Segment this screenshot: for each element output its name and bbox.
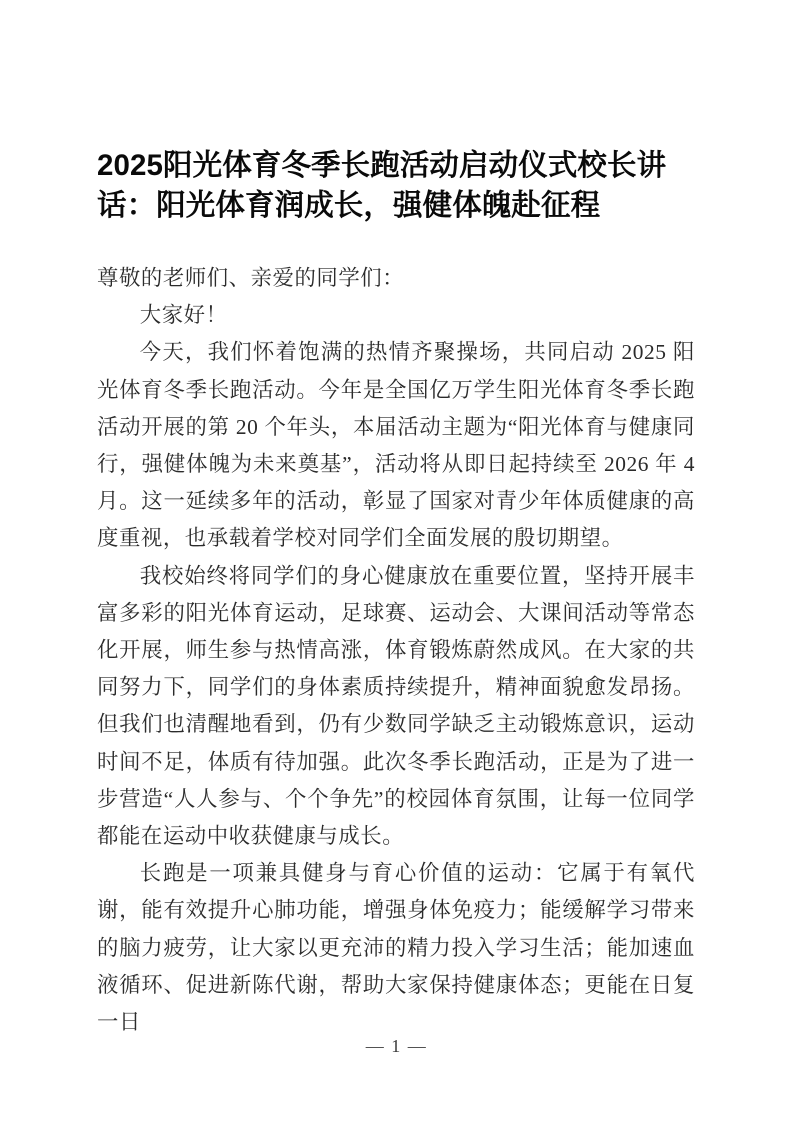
paragraph-1: 今天，我们怀着饱满的热情齐聚操场，共同启动 2025 阳光体育冬季长跑活动。今年是全国亿万学生阳光体育冬季长跑活动开展的第 20 个年头，本届活动主题为“阳光体育与健康同行，强健体魄为未来奠基”，活动将从即日起持续至 2026 年 4 月。这一延续多年的活动，彰显了国家对青少年体质健康的高度重视，也承载着学校对同学们全面发展的殷切期望。 <box>97 340 695 551</box>
document-content <box>97 0 695 1041</box>
paragraph-3: 长跑是一项兼具健身与育心价值的运动：它属于有氧代谢，能有效提升心肺功能，增强身体免疫力；能缓解学习带来的脑力疲劳，让大家以更充沛的精力投入学习生活；能加速血液循环、促进新陈代谢，帮助大家保持健康体态；更能在日复一日 <box>97 861 695 1035</box>
paragraph-2: 我校始终将同学们的身心健康放在重要位置，坚持开展丰富多彩的阳光体育运动，足球赛、运动会、大课间活动等常态化开展，师生参与热情高涨，体育锻炼蔚然成风。在大家的共同努力下，同学们的身体素质持续提升，精神面貌愈发昂扬。但我们也清醒地看到，仍有少数同学缺乏主动锻炼意识，运动时间不足，体质有待加强。此次冬季长跑活动，正是为了进一步营造“人人参与、个个争先”的校园体育氛围，让每一位同学都能在运动中收获健康与成长。 <box>97 563 695 849</box>
page-number-footer: — 1 — <box>365 1036 428 1056</box>
document-body <box>97 260 695 1041</box>
paragraph-greeting: 大家好！ <box>139 303 228 328</box>
paragraph-salutation: 尊敬的老师们、亲爱的同学们： <box>97 266 405 290</box>
page-title: 2025阳光体育冬季长跑活动启动仪式校长讲话：阳光体育润成长，强健体魄赴征程 <box>97 149 667 222</box>
